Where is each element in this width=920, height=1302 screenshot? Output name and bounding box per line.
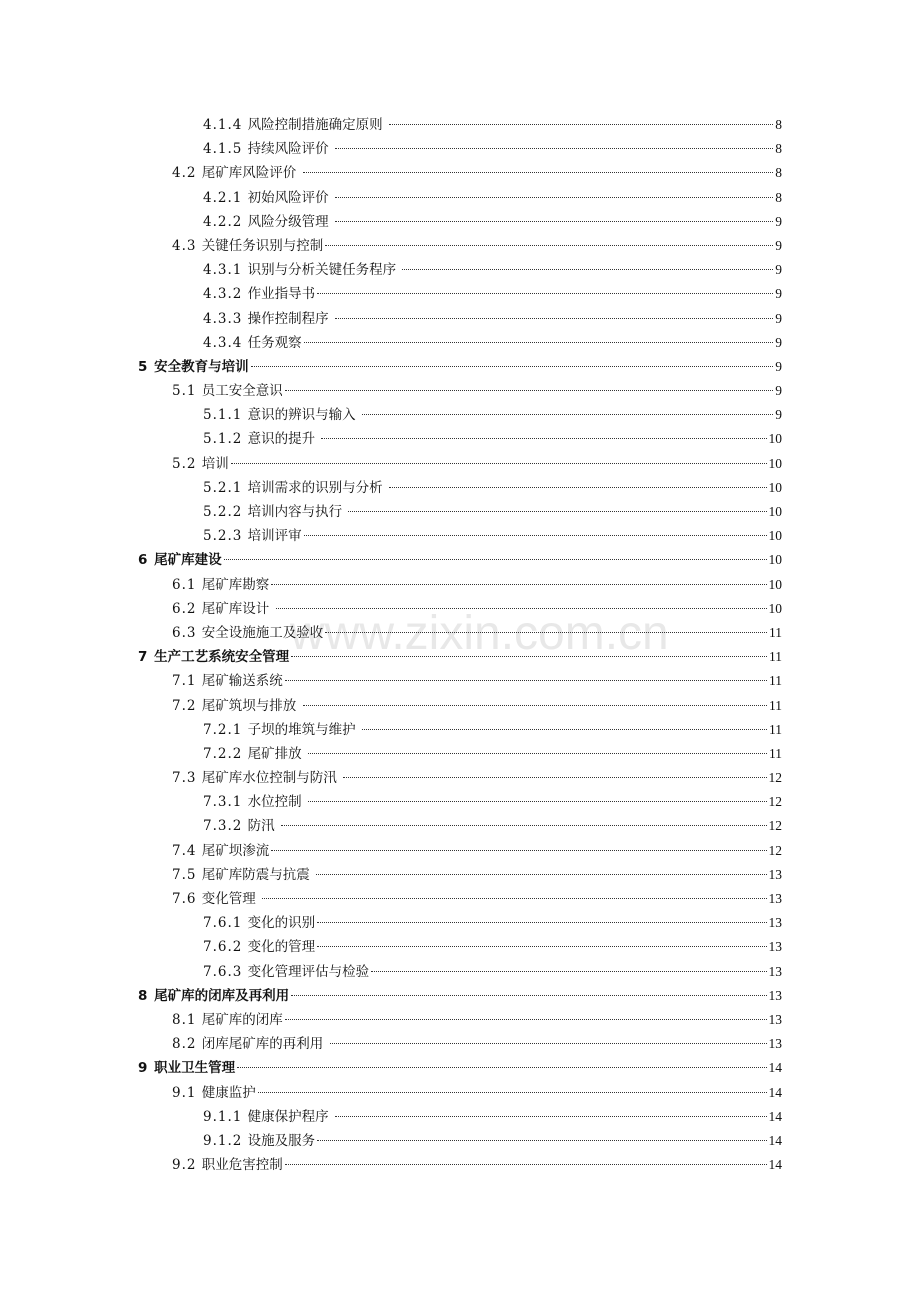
toc-entry-line[interactable] [203,718,782,742]
toc-section-title: 尾矿筑坝与排放 [201,697,301,714]
toc-dot-leader [304,535,767,536]
toc-page-number: 10 [768,552,782,568]
toc-entry[interactable] [0,137,920,161]
toc-page-number: 10 [768,431,782,447]
toc-entry-line[interactable] [203,258,782,282]
toc-section-number: 4.2.2 [203,213,248,230]
toc-dot-leader [330,1043,767,1044]
toc-entry[interactable] [0,597,920,621]
toc-dot-leader [304,342,774,343]
toc-dot-leader [271,850,766,851]
toc-section-title: 关键任务识别与控制 [201,237,324,254]
toc-dot-leader [291,656,767,657]
toc-section-title: 尾矿库设计 [201,600,274,617]
toc-entry[interactable] [0,960,920,984]
toc-section-number: 7.6.3 [203,963,248,980]
toc-page-number: 13 [768,939,782,955]
toc-section-title: 健康监护 [201,1084,256,1101]
toc-entry-line[interactable] [203,500,782,524]
toc-section-number: 5.1.2 [203,431,248,448]
toc-page-number: 11 [769,673,782,689]
toc-page-number: 14 [768,1108,782,1124]
toc-section-number: 4.1.5 [203,141,248,158]
toc-dot-leader [303,172,774,173]
toc-entry-line[interactable] [138,1056,782,1080]
toc-page-number: 9 [775,286,782,302]
toc-dot-leader [317,946,766,947]
toc-section-number: 5.2.1 [203,479,248,496]
toc-entry[interactable] [0,331,920,355]
toc-section-number: 4.1.4 [203,117,248,133]
toc-page-number: 10 [768,504,782,519]
toc-section-number: 9.1.1 [203,1108,248,1125]
toc-section-number: 4.3.1 [203,262,248,279]
toc-section-number: 4.3.4 [203,334,248,351]
toc-page-number: 9 [775,213,782,229]
toc-entry[interactable] [0,282,920,306]
toc-entry[interactable] [0,379,920,403]
toc-section-title: 变化的识别 [247,915,316,932]
toc-entry[interactable] [0,694,920,718]
toc-entry-line[interactable] [203,790,782,814]
toc-dot-leader [271,584,766,585]
toc-entry-line[interactable] [203,960,782,984]
toc-section-number: 7.1 [172,673,202,690]
toc-dot-leader [402,269,773,270]
toc-entry[interactable] [0,984,920,1008]
toc-dot-leader [281,825,767,826]
toc-entry-line[interactable] [172,597,782,621]
toc-section-number: 7.3.2 [203,818,248,835]
toc-section-number: 7.3 [172,770,202,787]
toc-entry-line[interactable] [203,210,782,234]
toc-section-number: 9.1 [172,1084,202,1101]
toc-section-title: 尾矿库水位控制与防汛 [201,770,342,787]
toc-entry-line[interactable] [203,331,782,355]
toc-entry-line[interactable] [203,186,782,210]
toc-page-number: 9 [775,262,782,278]
toc-dot-leader [303,705,767,706]
toc-section-title: 职业危害控制 [201,1157,283,1174]
toc-section-number: 4.3 [172,237,202,254]
toc-page-number: 14 [768,1060,782,1076]
toc-section-number: 6 [138,552,155,569]
toc-dot-leader [231,463,767,464]
toc-section-title: 任务观察 [247,334,302,351]
toc-entry[interactable] [0,452,920,476]
toc-entry[interactable] [0,1081,920,1105]
toc-dot-leader [317,293,773,294]
toc-dot-leader [371,971,766,972]
toc-entry-line[interactable] [172,1153,782,1177]
toc-section-number: 7 [138,649,155,666]
toc-entry[interactable] [0,258,920,282]
toc-page-number: 10 [768,455,782,471]
toc-section-number: 4.3.2 [203,286,248,303]
toc-entry-line[interactable] [203,935,782,959]
toc-entry-line[interactable] [138,984,782,1008]
toc-page-number: 12 [768,794,782,810]
toc-page-number: 8 [775,141,782,157]
toc-page-number: 11 [769,697,782,713]
toc-dot-leader [335,197,773,198]
toc-dot-leader [343,777,766,778]
toc-page-number: 10 [768,600,782,616]
toc-section-title: 意识的辨识与输入 [247,407,360,424]
toc-entry[interactable] [0,1056,920,1080]
toc-section-number: 6.2 [172,600,202,617]
toc-page-number: 12 [768,842,782,858]
toc-entry-line[interactable] [138,548,782,572]
toc-entry[interactable] [0,935,920,959]
toc-section-title: 培训 [201,455,229,472]
toc-section-number: 6.1 [172,576,202,593]
toc-dot-leader [262,898,766,899]
toc-entry-line[interactable] [172,1008,782,1032]
toc-section-title: 闭库尾矿库的再利用 [201,1036,328,1053]
toc-entry-line[interactable] [203,911,782,935]
toc-section-title: 培训需求的识别与分析 [247,479,387,496]
toc-page-number: 11 [769,745,782,761]
toc-section-number: 4.2.1 [203,189,248,206]
toc-entry[interactable] [0,476,920,500]
toc-entry[interactable] [0,766,920,790]
toc-entry[interactable] [0,1153,920,1177]
toc-page-number: 13 [768,963,782,979]
toc-entry[interactable] [0,742,920,766]
toc-entry-line[interactable] [172,766,782,790]
toc-section-title: 意识的提升 [247,431,320,448]
toc-page-number: 12 [768,770,782,786]
toc-page-number: 14 [768,1132,782,1148]
toc-entry-line[interactable] [203,476,782,500]
toc-section-title: 职业卫生管理 [154,1060,236,1077]
toc-entry[interactable] [0,1032,920,1056]
toc-section-title: 安全设施施工及验收 [201,624,324,641]
toc-entry-line[interactable] [172,839,782,863]
toc-page-number: 10 [768,576,782,592]
toc-dot-leader [285,1019,767,1020]
toc-section-title: 变化管理 [201,891,261,907]
toc-section-title: 作业指导书 [247,286,316,303]
toc-page-number: 8 [775,117,782,132]
toc-entry-line[interactable] [172,669,782,693]
toc-dot-leader [389,124,773,125]
toc-entry-line[interactable] [138,355,782,379]
toc-entry-line[interactable] [203,282,782,306]
toc-dot-leader [335,221,773,222]
toc-entry[interactable] [0,210,920,234]
toc-dot-leader [362,729,767,730]
toc-entry[interactable] [0,814,920,838]
toc-entry[interactable] [0,1105,920,1129]
toc-dot-leader [258,1092,767,1093]
toc-entry[interactable] [0,839,920,863]
toc-page-number: 9 [775,383,782,399]
toc-entry[interactable] [0,1129,920,1153]
toc-entry[interactable] [0,669,920,693]
toc-entry[interactable] [0,355,920,379]
toc-section-title: 尾矿库风险评价 [201,165,301,182]
toc-entry-line[interactable] [172,573,782,597]
toc-page-number: 9 [775,310,782,326]
toc-section-title: 水位控制 [247,794,306,811]
toc-dot-leader [317,922,766,923]
toc-section-number: 7.6 [172,891,202,907]
toc-dot-leader [316,874,766,875]
toc-section-title: 初始风险评价 [247,189,333,206]
toc-section-title: 风险控制措施确定原则 [247,117,387,133]
toc-section-number: 9.2 [172,1157,202,1174]
toc-section-number: 9 [138,1060,155,1077]
toc-page-number: 9 [775,237,782,253]
toc-entry[interactable] [0,621,920,645]
toc-dot-leader [285,680,767,681]
toc-section-number: 6.3 [172,624,202,641]
toc-entry[interactable] [0,113,920,137]
toc-page-number: 9 [775,358,782,374]
toc-dot-leader [325,632,767,633]
toc-page-number: 13 [768,1011,782,1027]
toc-dot-leader [389,487,767,488]
watermark: www.zixin.com.cn [290,607,669,660]
toc-entry[interactable] [0,645,920,669]
toc-entry-line[interactable] [203,403,782,427]
toc-entry[interactable] [0,234,920,258]
toc-section-number: 7.2.1 [203,721,248,738]
toc-dot-leader [325,245,773,246]
toc-entry[interactable] [0,887,920,911]
toc-page-number: 9 [775,334,782,350]
toc-section-number: 7.6.1 [203,915,248,932]
toc-section-number: 5.2 [172,455,202,472]
toc-dot-leader [237,1067,766,1068]
toc-section-title: 尾矿坝渗流 [201,842,270,859]
toc-section-title: 尾矿输送系统 [201,673,283,690]
toc-page-number: 14 [768,1157,782,1173]
toc-entry-line[interactable] [203,113,782,137]
toc-page-number: 14 [768,1084,782,1100]
toc-page-number: 8 [775,165,782,181]
toc-section-number: 5 [138,358,155,375]
toc-dot-leader [276,608,767,609]
toc-entry-line[interactable] [203,137,782,161]
toc-dot-leader [321,438,766,439]
toc-entry-line[interactable] [203,524,782,548]
toc-entry-line[interactable] [203,427,782,451]
toc-section-title: 员工安全意识 [201,383,283,400]
toc-entry[interactable] [0,718,920,742]
toc-section-title: 持续风险评价 [247,141,333,158]
toc-page-number: 11 [769,649,782,665]
toc-entry[interactable] [0,403,920,427]
toc-section-title: 识别与分析关键任务程序 [247,262,401,279]
toc-section-title: 防汛 [247,818,279,835]
toc-section-number: 7.3.1 [203,794,248,811]
toc-section-number: 5.2.3 [203,528,248,545]
toc-entry[interactable] [0,790,920,814]
toc-dot-leader [224,559,767,560]
toc-page-number: 13 [768,891,782,906]
toc-page-number: 13 [768,1036,782,1052]
toc-dot-leader [285,1164,767,1165]
toc-entry-line[interactable] [172,887,782,911]
toc-page-number: 8 [775,189,782,205]
toc-section-number: 7.5 [172,866,202,883]
toc-entry-line[interactable] [172,694,782,718]
toc-section-number: 5.1 [172,383,202,400]
toc-section-title: 风险分级管理 [247,213,333,230]
toc-section-title: 操作控制程序 [247,310,333,327]
toc-entry-line[interactable] [172,1081,782,1105]
toc-entry-line[interactable] [172,452,782,476]
toc-dot-leader [308,801,767,802]
toc-section-number: 7.4 [172,842,202,859]
toc-page-number: 13 [768,987,782,1003]
toc-entry-line[interactable] [203,814,782,838]
toc-section-number: 5.2.2 [203,504,248,520]
toc-section-number: 8.2 [172,1036,202,1053]
toc-section-number: 7.2 [172,697,202,714]
toc-entry-line[interactable] [172,863,782,887]
toc-section-number: 9.1.2 [203,1132,248,1149]
toc-entry-line[interactable] [172,234,782,258]
toc-dot-leader [308,753,767,754]
toc-section-number: 7.6.2 [203,939,248,956]
toc-section-number: 5.1.1 [203,407,248,424]
toc-section-title: 设施及服务 [247,1132,316,1149]
toc-dot-leader [335,148,773,149]
toc-section-title: 健康保护程序 [247,1108,333,1125]
toc-entry[interactable] [0,500,920,524]
toc-entry[interactable] [0,548,920,572]
toc-entry[interactable] [0,161,920,185]
toc-section-title: 变化管理评估与检验 [247,963,370,980]
toc-section-title: 尾矿库建设 [154,552,222,569]
toc-dot-leader [335,318,773,319]
toc-section-title: 培训内容与执行 [247,504,347,520]
toc-entry[interactable] [0,427,920,451]
toc-entry-line[interactable] [172,379,782,403]
toc-section-title: 尾矿库勘察 [201,576,270,593]
toc-dot-leader [291,995,766,996]
toc-entry-line[interactable] [203,307,782,331]
toc-section-title: 尾矿库的闭库及再利用 [154,987,290,1004]
toc-dot-leader [251,366,774,367]
toc-section-title: 尾矿排放 [247,745,306,762]
toc-dot-leader [285,390,773,391]
toc-entry-line[interactable] [203,742,782,766]
toc-dot-leader [335,1116,767,1117]
toc-page-number: 10 [768,528,782,544]
toc-section-title: 生产工艺系统安全管理 [154,649,290,666]
table-of-contents [0,113,920,1177]
toc-entry[interactable] [0,573,920,597]
toc-page-number: 10 [768,479,782,495]
toc-page-number: 13 [768,915,782,931]
toc-entry-line[interactable] [203,1129,782,1153]
toc-dot-leader [362,414,773,415]
toc-dot-leader [348,511,766,512]
toc-section-title: 变化的管理 [247,939,316,956]
toc-section-number: 8 [138,987,155,1004]
toc-section-number: 4.2 [172,165,202,182]
toc-page-number: 11 [769,721,782,737]
toc-section-number: 7.2.2 [203,745,248,762]
toc-section-title: 尾矿库防震与抗震 [201,866,315,883]
toc-entry-line[interactable] [203,1105,782,1129]
toc-entry-line[interactable] [138,645,782,669]
toc-section-title: 安全教育与培训 [154,358,249,375]
toc-section-number: 8.1 [172,1011,202,1028]
toc-section-title: 子坝的堆筑与维护 [247,721,360,738]
toc-entry[interactable] [0,307,920,331]
toc-page-number: 13 [768,866,782,882]
toc-section-title: 尾矿库的闭库 [201,1011,283,1028]
toc-section-title: 培训评审 [247,528,302,545]
toc-entry-line[interactable] [172,1032,782,1056]
toc-entry[interactable] [0,911,920,935]
toc-entry[interactable] [0,1008,920,1032]
toc-entry[interactable] [0,863,920,887]
toc-dot-leader [317,1140,766,1141]
toc-entry[interactable] [0,186,920,210]
toc-page-number: 11 [769,624,782,640]
toc-entry-line[interactable] [172,161,782,185]
toc-page-number: 9 [775,407,782,423]
toc-entry[interactable] [0,524,920,548]
toc-entry-line[interactable] [172,621,782,645]
toc-page-number: 12 [768,818,782,834]
toc-section-number: 4.3.3 [203,310,248,327]
